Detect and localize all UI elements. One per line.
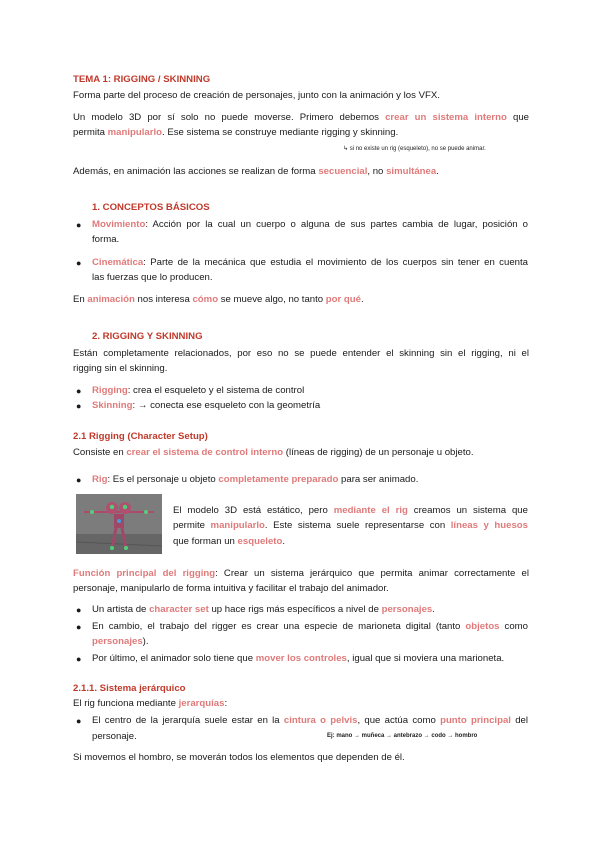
bullet-centro-line2: personaje. (92, 731, 137, 742)
section-heading-rigging-skinning: 2. RIGGING Y SKINNING (92, 331, 203, 342)
example-chain-note: Ej: mano → muñeca → antebrazo → codo → hombro (327, 733, 478, 739)
bullet-marker: ● (76, 475, 82, 485)
bullet-marker: ● (76, 654, 82, 664)
bullet-marker: ● (76, 220, 82, 230)
paragraph-static-line2: permite manipularlo. Este sistema suele representarse con líneas y huesos (173, 520, 528, 531)
bullet-character-set: Un artista de character set up hace rigs más específicos a nivel de personajes. (92, 604, 435, 615)
rig-figure-icon (76, 494, 162, 554)
paragraph-jerarquias: El rig funciona mediante jerarquías: (73, 698, 228, 709)
bullet-skinning: Skinning: → conecta ese esqueleto con la geometría (92, 400, 321, 411)
bullet-rigger-line2: personajes). (92, 636, 149, 647)
paragraph-function-line2: personaje, manipularlo de forma intuitiva y facilitar el trabajo del animador. (73, 583, 389, 594)
paragraph-animacion: En animación nos interesa cómo se mueve algo, no tanto por qué. (73, 294, 364, 305)
bullet-cinematica-line1: Cinemática: Parte de la mecánica que estudia el movimiento de los cuerpos sin tener en cuenta (92, 257, 528, 268)
character-rig-image (76, 494, 162, 554)
bullet-rigging: Rigging: crea el esqueleto y el sistema de control (92, 385, 305, 396)
bullet-rig: Rig: Es el personaje u objeto completamente preparado para ser animado. (92, 474, 419, 485)
bullet-marker: ● (76, 258, 82, 268)
bullet-cinematica-line2: las fuerzas que lo producen. (92, 272, 213, 283)
bullet-marker: ● (76, 386, 82, 396)
paragraph-consiste: Consiste en crear el sistema de control interno (líneas de rigging) de un personaje u objeto. (73, 447, 474, 458)
section-heading-rigging-setup: 2.1 Rigging (Character Setup) (73, 431, 208, 442)
bullet-marker: ● (76, 605, 82, 615)
paragraph-related-line2: rigging sin el skinning. (73, 363, 168, 374)
bullet-movimiento-line1: Movimiento: Acción por la cual un cuerpo o alguna de sus partes cambia de lugar, posición o (92, 219, 528, 230)
paragraph-model-line1: Un modelo 3D por sí solo no puede moverse. Primero debemos crear un sistema interno que (73, 112, 529, 123)
intro-paragraph: Forma parte del proceso de creación de personajes, junto con la animación y los VFX. (73, 90, 440, 101)
page-title: TEMA 1: RIGGING / SKINNING (73, 74, 211, 85)
section-heading-basics: 1. CONCEPTOS BÁSICOS (92, 202, 210, 213)
paragraph-function-line1: Función principal del rigging: Crear un sistema jerárquico que permita animar correctamente el (73, 568, 529, 579)
paragraph-shoulder: Si movemos el hombro, se moverán todos los elementos que dependen de él. (73, 752, 405, 763)
paragraph-sequence: Además, en animación las acciones se realizan de forma secuencial, no simultánea. (73, 166, 439, 177)
section-heading-hierarchy: 2.1.1. Sistema jerárquico (73, 683, 186, 694)
paragraph-static-line1: El modelo 3D está estático, pero mediante el rig creamos un sistema que (173, 505, 528, 516)
bullet-animador: Por último, el animador solo tiene que mover los controles, igual que si moviera una marioneta. (92, 653, 505, 664)
bullet-movimiento-line2: forma. (92, 234, 120, 245)
side-note-rig: ↳ si no existe un rig (esqueleto), no se puede animar. (343, 146, 486, 152)
paragraph-related-line1: Están completamente relacionados, por eso no se puede entender el skinning sin el rigging, ni el (73, 348, 529, 359)
paragraph-static-line3: que forman un esqueleto. (173, 536, 286, 547)
bullet-rigger-line1: En cambio, el trabajo del rigger es crear una especie de marioneta digital (tanto objetos como (92, 621, 528, 632)
bullet-centro-line1: El centro de la jerarquía suele estar en la cintura o pelvis, que actúa como punto principal del (92, 715, 529, 726)
bullet-marker: ● (76, 716, 82, 726)
bullet-marker: ● (76, 622, 82, 632)
bullet-marker: ● (76, 401, 82, 411)
paragraph-model-line2: permita manipularlo. Ese sistema se construye mediante rigging y skinning. (73, 127, 399, 138)
